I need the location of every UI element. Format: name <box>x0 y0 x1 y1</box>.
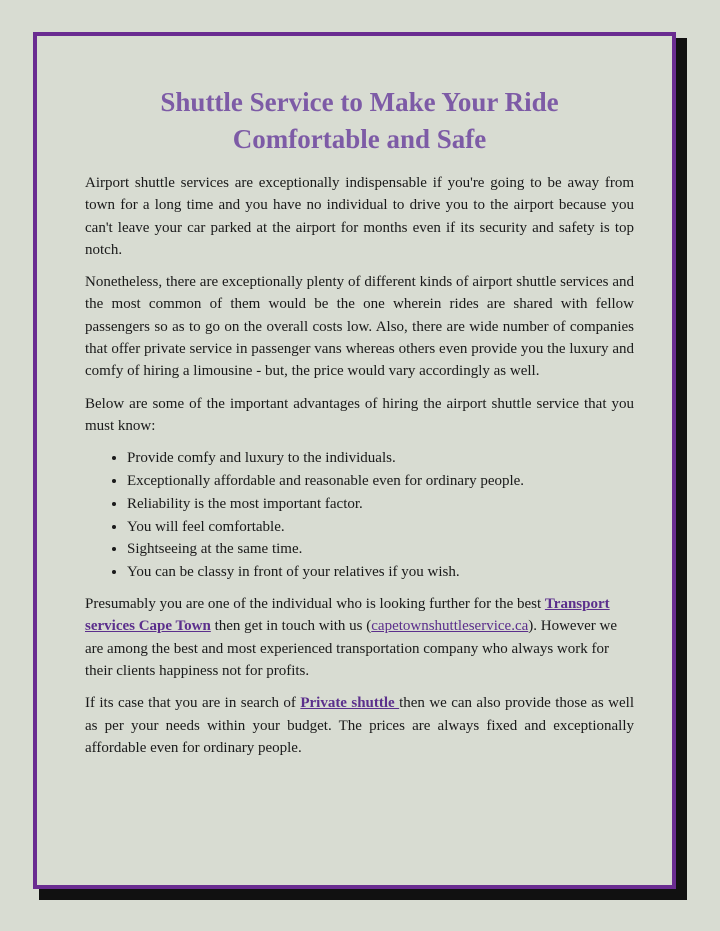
paragraph-4 <box>85 593 634 682</box>
list-item: • You will feel comfortable. <box>127 516 634 539</box>
paragraph-5 <box>85 692 634 759</box>
paragraph-4-text-middle: then get in touch with us ( <box>210 618 372 635</box>
website-link[interactable]: capetownshuttleservice.ca <box>371 618 529 635</box>
transport-services-link[interactable]: Transport services Cape Town <box>85 596 610 635</box>
paragraph-3: Below are some of the important advantages of hiring the airport shuttle service that you must know: <box>85 395 634 434</box>
document-body <box>85 84 634 769</box>
paragraph-4-text-end: ). However we are among the best and most experienced transportation company who always work for their clients happiness not for profits. <box>85 618 617 679</box>
list-item: • Reliability is the most important factor. <box>127 493 634 516</box>
paragraph-2: Nonetheless, there are exceptionally plenty of different kinds of airport shuttle services and the most common of them would be the one wherein rides are shared with fellow passengers so as to go on the overall costs low. Also, there are wide number of companies that offer private service in passenger vans whereas others even provide you the luxury and comfy of hiring a limousine - but, the price would vary accordingly as well. <box>85 274 634 380</box>
title-line-2: Comfortable and Safe <box>232 124 487 154</box>
paragraph-4-text-start: Presumably you are one of the individual who is looking further for the best <box>85 596 545 613</box>
advantages-list <box>85 447 634 584</box>
document-title <box>85 84 634 158</box>
list-item: • You can be classy in front of your relatives if you wish. <box>127 561 634 584</box>
paragraph-5-text-end: then we can also provide those as well as per your needs within your budget. The prices are always fixed and exceptionally affordable even for ordinary people. <box>85 695 634 756</box>
list-item: • Exceptionally affordable and reasonable even for ordinary people. <box>127 470 634 493</box>
private-shuttle-link[interactable]: Private shuttle <box>300 695 400 712</box>
paragraph-1: Airport shuttle services are exceptionally indispensable if you're going to be away from town for a long time and you have no individual to drive you to the airport because you can't leave your car parked at the airport for months even if its security and safety is top notch. <box>85 175 634 258</box>
title-line-1: Shuttle Service to Make Your Ride <box>160 87 559 117</box>
list-item: • Provide comfy and luxury to the individuals. <box>127 447 634 470</box>
paragraph-5-text-start: If its case that you are in search of <box>85 695 301 712</box>
list-item: • Sightseeing at the same time. <box>127 538 634 561</box>
